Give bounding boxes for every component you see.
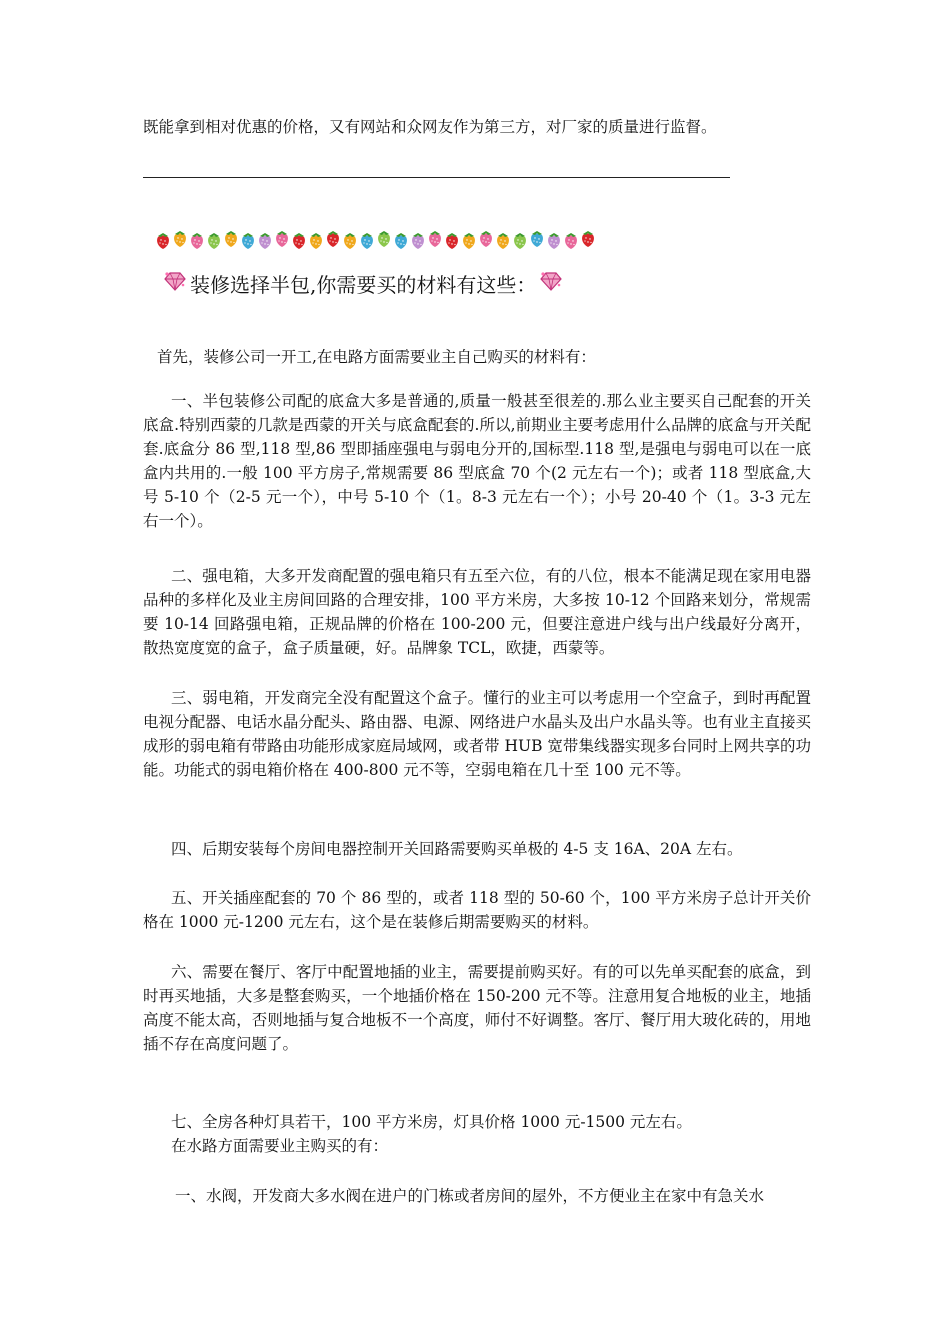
strawberry-icon [410,230,426,250]
strawberry-border-decoration [155,222,597,250]
strawberry-icon [223,226,239,250]
paragraph-7: 七、全房各种灯具若干，100 平方米房，灯具价格 1000 元-1500 元左右。 [171,1113,692,1131]
intro-line: 既能拿到相对优惠的价格，又有网站和众网友作为第三方，对厂家的质量进行监督。 [143,118,717,136]
paragraph-5: 五、开关插座配套的 70 个 86 型的，或者 118 型的 50-60 个，100 平方米房子总计开关价格在 1000 元-1200 元左右，这个是在装修后期需要购买的材料。 [143,889,811,931]
strawberry-icon [563,230,579,250]
paragraph-9: 一、水阀，开发商大多水阀在进户的门栋或者房间的屋外，不方便业主在家中有急关水 [175,1187,765,1205]
section-heading [160,270,566,300]
paragraph-3: 三、弱电箱，开发商完全没有配置这个盒子。懂行的业主可以考虑用一个空盒子，到时再配置电视分配器、电话水晶分配头、路由器、电源、网络进户水晶头及出户水晶头等。也有业主直接买成形的弱电箱有带路由功能形成家庭局域网，或者带 HUB 宽带集线器实现多台同时上网共享的功能。功能式的弱电箱价格在 400-800 元不等，空弱电箱在几十至 100 元不等。 [143,689,811,779]
strawberry-icon [206,230,222,250]
paragraph-2: 二、强电箱，大多开发商配置的强电箱只有五至六位，有的八位，根本不能满足现在家用电器品种的多样化及业主房间回路的合理安排，100 平方米房，大多按 10-12 个回路来划分，常规需要 10-14 回路强电箱，正规品牌的价格在 100-200 元，但要注意进户线与出户线最好分离开，散热宽度宽的盒子，盒子质量硬，好。品牌象 TCL，欧捷，西蒙等。 [143,567,811,657]
strawberry-icon [512,230,528,250]
strawberry-icon [529,226,545,250]
strawberry-icon [257,230,273,250]
strawberry-icon [580,226,596,250]
strawberry-icon [172,226,188,250]
strawberry-icon [155,230,171,250]
pink-gem-icon [538,270,564,300]
strawberry-icon [274,226,290,250]
paragraph-1: 一、半包装修公司配的底盒大多是普通的,质量一般甚至很差的.那么业主要买自己配套的开关底盒.特别西蒙的几款是西蒙的开关与底盒配套的.所以,前期业主要考虑用什么品牌的底盒与开关配套.底盒分 86 型,118 型,86 型即插座强电与弱电分开的,国标型.118 型,是强电与弱电可以在一底盒内共用的.一般 100 平方房子,常规需要 86 型底盒 70 个(2 元左右一个)；或者 118 型底盒,大号 5-10 个（2-5 元一个），中号 5-10 个（1。8-3 元左右一个）；小号 20-40 个（1。3-3 元左右一个）。 [143,392,811,530]
strawberry-icon [240,230,256,250]
strawberry-icon [461,230,477,250]
heading-text: 装修选择半包,你需要买的材料有这些： [190,273,537,297]
horizontal-divider [143,177,730,178]
paragraph-6: 六、需要在餐厅、客厅中配置地插的业主，需要提前购买好。有的可以先单买配套的底盒，到时再买地插，大多是整套购买，一个地插价格在 150-200 元不等。注意用复合地板的业主，地插高度不能太高，否则地插与复合地板不一个高度，师付不好调整。客厅、餐厅用大玻化砖的，用地插不存在高度问题了。 [143,963,811,1053]
strawberry-icon [444,230,460,250]
pink-gem-icon [162,270,188,300]
strawberry-icon [189,230,205,250]
paragraph-0: 首先，装修公司一开工,在电路方面需要业主自己购买的材料有： [157,348,596,366]
strawberry-icon [393,230,409,250]
strawberry-icon [308,230,324,250]
strawberry-icon [427,226,443,250]
paragraph-8: 在水路方面需要业主购买的有： [171,1137,389,1155]
paragraph-4: 四、后期安装每个房间电器控制开关回路需要购买单极的 4-5 支 16A、20A 左右。 [171,840,743,858]
strawberry-icon [478,226,494,250]
strawberry-icon [291,230,307,250]
strawberry-icon [376,226,392,250]
strawberry-icon [325,226,341,250]
strawberry-icon [495,230,511,250]
strawberry-icon [359,230,375,250]
strawberry-icon [342,230,358,250]
strawberry-icon [546,230,562,250]
